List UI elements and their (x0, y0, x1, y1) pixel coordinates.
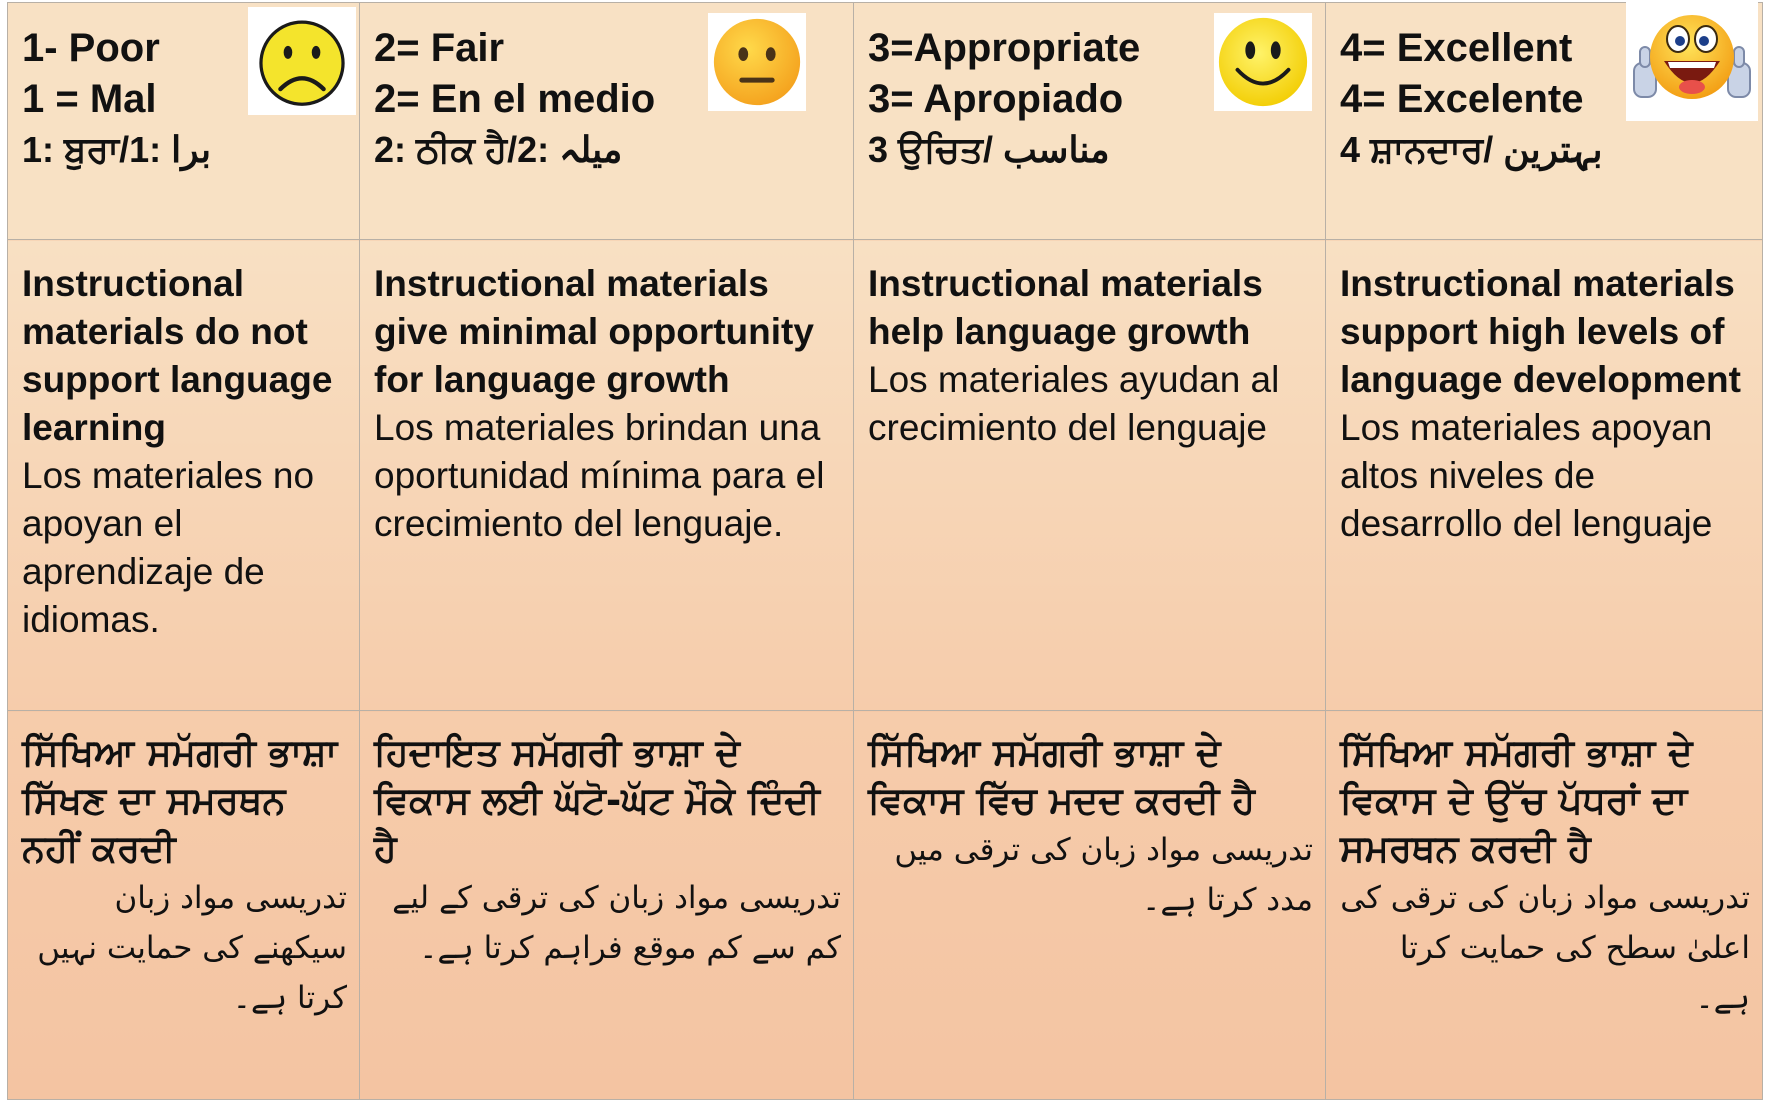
rating-label-es: 1 = Mal (22, 77, 157, 121)
rating-label-en: 4= Excellent (1340, 26, 1573, 70)
rating-label-pa-ur: 4 ਸ਼ਾਨਦਾਰ/ بہترین (1340, 129, 1603, 170)
description-pa: ਸਿੱਖਿਆ ਸਮੱਗਰੀ ਭਾਸ਼ਾ ਦੇ ਵਿਕਾਸ ਦੇ ਉੱਚ ਪੱਧਰਾਂ ਦਾ ਸਮਰਥਨ ਕਰਦੀ ਹੈ (1340, 731, 1693, 870)
rating-label-es: 3= Apropiado (868, 77, 1124, 121)
laughing-thumbs-up-icon (1626, 1, 1758, 121)
rating-label-en: 1- Poor (22, 26, 160, 70)
description-en: Instructional materials do not support language learning (22, 263, 333, 448)
description-en: Instructional materials help language growth (868, 263, 1263, 352)
rating-cell-appropriate (854, 3, 1326, 240)
description-es: Los materiales no apoyan el aprendizaje de idiomas. (22, 455, 315, 640)
rating-label-en: 3=Appropriate (868, 26, 1141, 70)
description-pa: ਸਿੱਖਿਆ ਸਮੱਗਰੀ ਭਾਸ਼ਾ ਦੇ ਵਿਕਾਸ ਵਿੱਚ ਮਦਦ ਕਰਦੀ ਹੈ (868, 731, 1255, 822)
translation-cell-poor (8, 711, 360, 1100)
rating-label-es: 4= Excelente (1340, 77, 1584, 121)
description-es: Los materiales brindan una oportunidad mínima para el crecimiento del lenguaje. (374, 407, 825, 544)
description-cell-fair (360, 240, 854, 711)
description-pa: ਸਿੱਖਿਆ ਸਮੱਗਰੀ ਭਾਸ਼ਾ ਸਿੱਖਣ ਦਾ ਸਮਰਥਨ ਨਹੀਂ ਕਰਦੀ (22, 731, 338, 870)
description-ur: تدریسی مواد زبان کی ترقی کے لیے کم سے کم موقع فراہم کرتا ہے۔ (392, 880, 841, 966)
frowning-face-icon (248, 7, 356, 115)
description-cell-appropriate (854, 240, 1326, 711)
description-es: Los materiales apoyan altos niveles de desarrollo del lenguaje (1340, 407, 1713, 544)
rating-label-pa-ur: 2: ਠੀਕ ਹੈ/2: میلہ (374, 129, 623, 170)
rating-label-es: 2= En el medio (374, 77, 656, 121)
description-pa: ਹਿਦਾਇਤ ਸਮੱਗਰੀ ਭਾਸ਼ਾ ਦੇ ਵਿਕਾਸ ਲਈ ਘੱਟੋ-ਘੱਟ ਮੌਕੇ ਦਿੰਦੀ ਹੈ (374, 731, 820, 870)
translation-cell-fair (360, 711, 854, 1100)
translation-cell-excellent (1326, 711, 1763, 1100)
description-ur: تدریسی مواد زبان کی ترقی میں مدد کرتا ہے۔ (894, 832, 1313, 918)
description-en: Instructional materials support high levels of language development (1340, 263, 1741, 400)
rating-cell-excellent (1326, 3, 1763, 240)
translation-cell-appropriate (854, 711, 1326, 1100)
rating-rubric-table (7, 2, 1763, 1100)
rating-header-row (8, 3, 1763, 240)
rating-cell-fair (360, 3, 854, 240)
description-ur: تدریسی مواد زبان سیکھنے کی حمایت نہیں کرتا ہے۔ (37, 880, 347, 1016)
rating-label-pa-ur: 3 ਉਚਿਤ/ مناسب (868, 129, 1110, 170)
rating-cell-poor (8, 3, 360, 240)
rating-label-en: 2= Fair (374, 26, 505, 70)
description-cell-excellent (1326, 240, 1763, 711)
punjabi-urdu-description-row (8, 711, 1763, 1100)
rating-label-pa-ur: 1: ਬੁਰਾ/1: برا (22, 129, 211, 170)
smiley-face-icon (1214, 13, 1312, 111)
english-spanish-description-row (8, 240, 1763, 711)
neutral-face-icon (708, 13, 806, 111)
description-ur: تدریسی مواد زبان کی ترقی کی اعلیٰ سطح کی حمایت کرتا ہے۔ (1340, 880, 1750, 1016)
description-en: Instructional materials give minimal opportunity for language growth (374, 263, 814, 400)
description-cell-poor (8, 240, 360, 711)
description-es: Los materiales ayudan al crecimiento del lenguaje (868, 359, 1280, 448)
